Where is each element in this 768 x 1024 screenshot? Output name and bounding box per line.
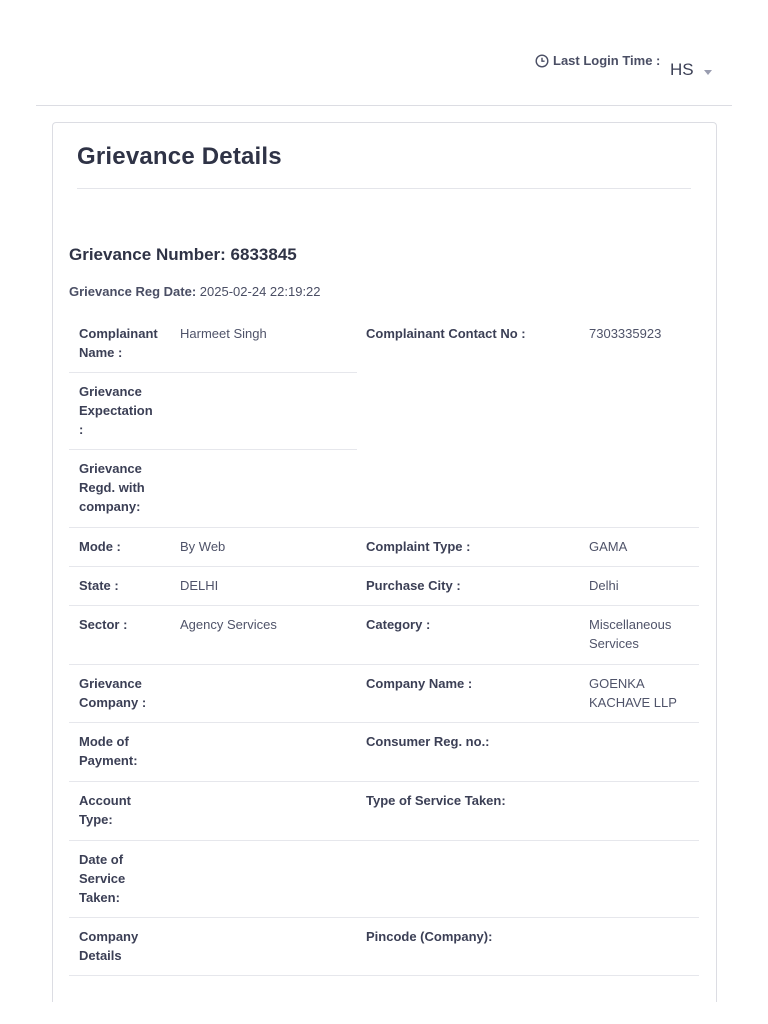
table-row [69, 782, 699, 841]
reg-date-value: 2025-02-24 22:19:22 [199, 284, 321, 299]
clock-icon [535, 54, 549, 68]
table-row [69, 606, 699, 665]
mode-label: Mode : [79, 539, 121, 554]
table-row [69, 450, 699, 528]
user-initials: HS [670, 60, 694, 79]
grievance-number: Grievance Number: 6833845 [69, 245, 297, 264]
last-login-label: Last Login Time : [553, 53, 661, 68]
last-login [535, 53, 660, 68]
pincode-label: Pincode (Company): [366, 929, 493, 944]
service-taken-label: Type of Service Taken: [366, 793, 506, 808]
date-of-service-label: Date of Service Taken: [79, 852, 126, 905]
consumer-reg-label: Consumer Reg. no.: [366, 734, 490, 749]
company-name-value: GOENKA KACHAVE LLP [589, 676, 677, 710]
expectation-label: Grievance Expectation : [79, 384, 153, 437]
complainant-contact-value: 7303335923 [589, 326, 662, 341]
sector-value: Agency Services [180, 617, 277, 632]
purchase-city-value: Delhi [589, 578, 619, 593]
table-row [69, 528, 699, 567]
regd-with-company-label: Grievance Regd. with company: [79, 461, 145, 514]
user-menu[interactable] [670, 60, 712, 80]
details-table [69, 315, 699, 976]
complaint-type-value: GAMA [589, 539, 628, 554]
mode-value: By Web [180, 539, 226, 554]
table-row [69, 723, 699, 782]
divider [77, 188, 691, 189]
state-value: DELHI [180, 578, 219, 593]
complainant-name-value: Harmeet Singh [180, 326, 267, 341]
category-value: Miscellaneous Services [589, 617, 672, 651]
reg-date-label: Grievance Reg Date: [69, 284, 197, 299]
complaint-type-label: Complaint Type : [366, 539, 471, 554]
company-details-label: Company Details [79, 929, 139, 963]
page-title: Grievance Details [77, 143, 282, 170]
account-type-label: Account Type: [79, 793, 131, 827]
table-row [69, 567, 699, 606]
sector-label: Sector : [79, 617, 128, 632]
category-label: Category : [366, 617, 431, 632]
grievance-company-label: Grievance Company : [79, 676, 147, 710]
state-label: State : [79, 578, 119, 593]
complainant-name-label: Complainant Name : [79, 326, 158, 360]
table-row [69, 841, 699, 918]
table-row [69, 373, 357, 450]
table-row [69, 918, 699, 976]
complainant-contact-label: Complainant Contact No : [366, 326, 526, 341]
mode-of-payment-label: Mode of Payment: [79, 734, 138, 768]
company-name-label: Company Name : [366, 676, 473, 691]
chevron-down-icon [704, 70, 712, 75]
grievance-reg-date [69, 284, 321, 299]
table-row [69, 315, 662, 373]
table-row [69, 665, 699, 723]
purchase-city-label: Purchase City : [366, 578, 461, 593]
